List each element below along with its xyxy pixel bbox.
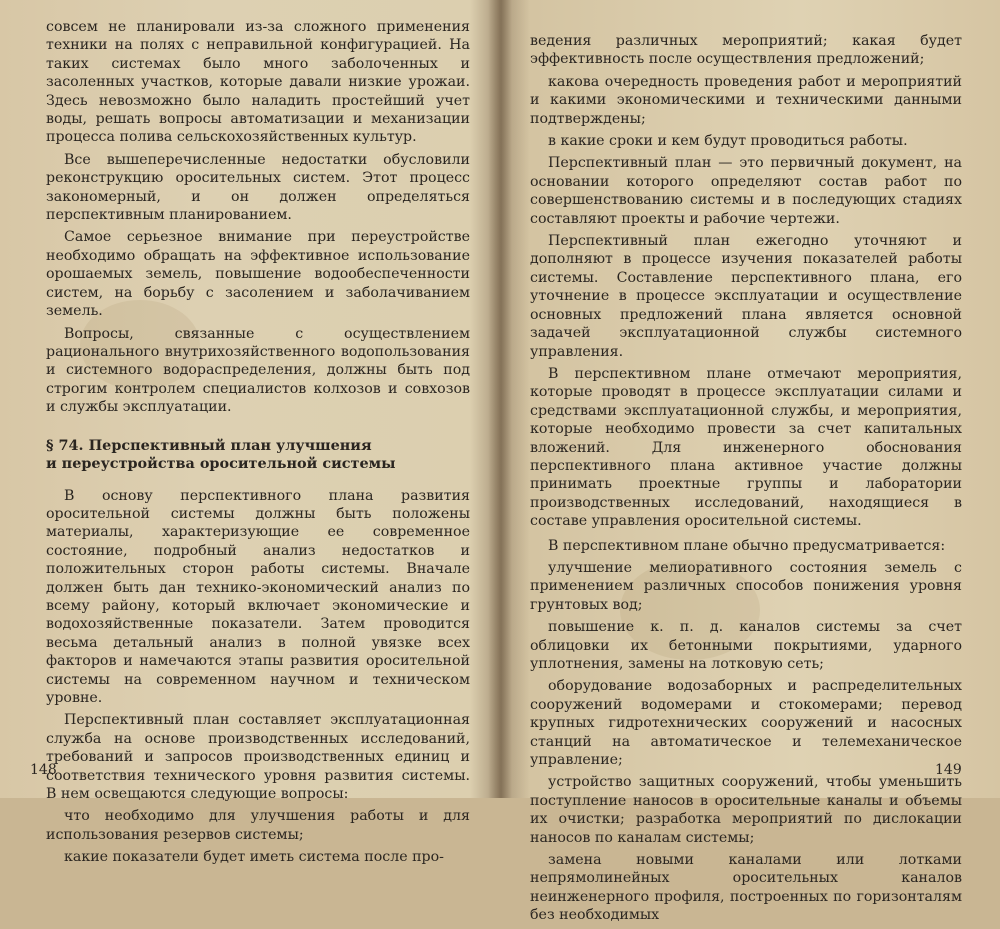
section-heading-line: § 74. Перспективный план улучшения [46,436,372,454]
paragraph: В перспективном плане отмечают мероприятия, которые проводят в процессе эксплуатации силами и средствами эксплуатационной службы, и мероприятия, которые необходимо провести за счет капитальных вложений. Для инженерного обоснования перспективного плана активное участие должны принимать проектные группы и лаборатории производственных исследований, находящиеся в составе управления оросительной системы. [530,365,962,530]
paragraph: совсем не планировали из-за сложного применения техники на полях с неправильной конфигурацией. На таких системах было много заболоченных и засоленных участков, которые давали низкие урожаи. Здесь невозможно было наладить простейший учет воды, решать вопросы автоматизации и механизации процесса полива сельскохозяйственных культур. [46,19,470,146]
paragraph: Перспективный план составляет эксплуатационная служба на основе производственных исследований, требований и запросов производственных единиц и соответствия технического уровня развития системы. В нем освещаются следующие вопросы: [46,712,470,803]
list-item: повышение к. п. д. каналов системы за счет облицовки их бетонными покрытиями, ударного уплотнения, замены на лотковую сеть; [530,619,962,672]
list-item: в какие сроки и кем будут проводиться работы. [548,133,908,150]
paragraph: Вопросы, связанные с осуществлением рационального внутрихозяйственного водопользования и системного водораспределения, должны быть под строгим контролем специалистов колхозов и совхозов и службы эксплуатации. [46,325,470,416]
list-item: какова очередность проведения работ и мероприятий и какими экономическими и техническими данными подтверждены; [530,73,962,127]
paragraph: Перспективный план — это первичный документ, на основании которого определяют состав работ по совершенствованию системы и в последующих стадиях составляют проекты и рабочие чертежи. [530,155,962,227]
paragraph: В перспективном плане обычно предусматривается: [548,537,946,554]
paragraph: Самое серьезное внимание при переустройстве необходимо обращать на эффективное использование орошаемых земель, повышение водообеспеченности систем, на борьбу с засолением и заболачиванием земель. [46,229,470,320]
paragraph: В основу перспективного плана развития оросительной системы должны быть положены материалы, характеризующие ее современное состояние, подробный анализ недостатков и положительных сторон работы системы. Вначале должен быть дан технико-экономический анализ по всему району, который включает экономические и водохозяйственные показатели. Затем проводится весьма детальный анализ в полной увязке всех факторов и намечаются этапы развития оросительной системы на современном научном и техническом уровне. [46,487,470,706]
section-heading [46,437,470,473]
right-page-text [530,32,962,929]
paragraph: Перспективный план ежегодно уточняют и дополняют в процессе изучения показателей работы системы. Составление перспективного плана, его уточнение в процессе эксплуатации и осуществление основных предложений плана является основной задачей эксплуатационной службы системного управления. [530,233,962,360]
list-item: какие показатели будет иметь система после про- [64,849,444,866]
list-item: улучшение мелиоративного состояния земель с применением различных способов понижения уровня грунтовых вод; [530,559,962,613]
list-item: оборудование водозаборных и распределительных сооружений водомерами и стокомерами; перевод крупных гидротехнических сооружений и насосных станций на автоматическое и телемеханическое управление; [530,678,962,769]
list-item: что необходимо для улучшения работы и для использования резервов системы; [46,808,470,843]
list-item: замена новыми каналами или лотками непрямолинейных оросительных каналов неинженерного профиля, построенных по горизонталям без необходимых [530,852,962,924]
paragraph: ведения различных мероприятий; какая будет эффективность после осуществления предложений; [530,33,962,68]
left-page [0,0,500,866]
list-item: устройство защитных сооружений, чтобы уменьшить поступление наносов в оросительные каналы и объемы их очистки; разработка мероприятий по дислокации наносов по каналам системы; [530,774,962,846]
page-number-right: 149 [935,762,962,778]
paragraph: Все вышеперечисленные недостатки обусловили реконструкцию оросительных систем. Этот процесс закономерный, и он должен определяться перспективным планированием. [46,151,470,224]
section-heading-line: и переустройства оросительной системы [46,454,396,472]
page-number-left: 148 [30,762,57,778]
left-page-text [46,18,470,871]
